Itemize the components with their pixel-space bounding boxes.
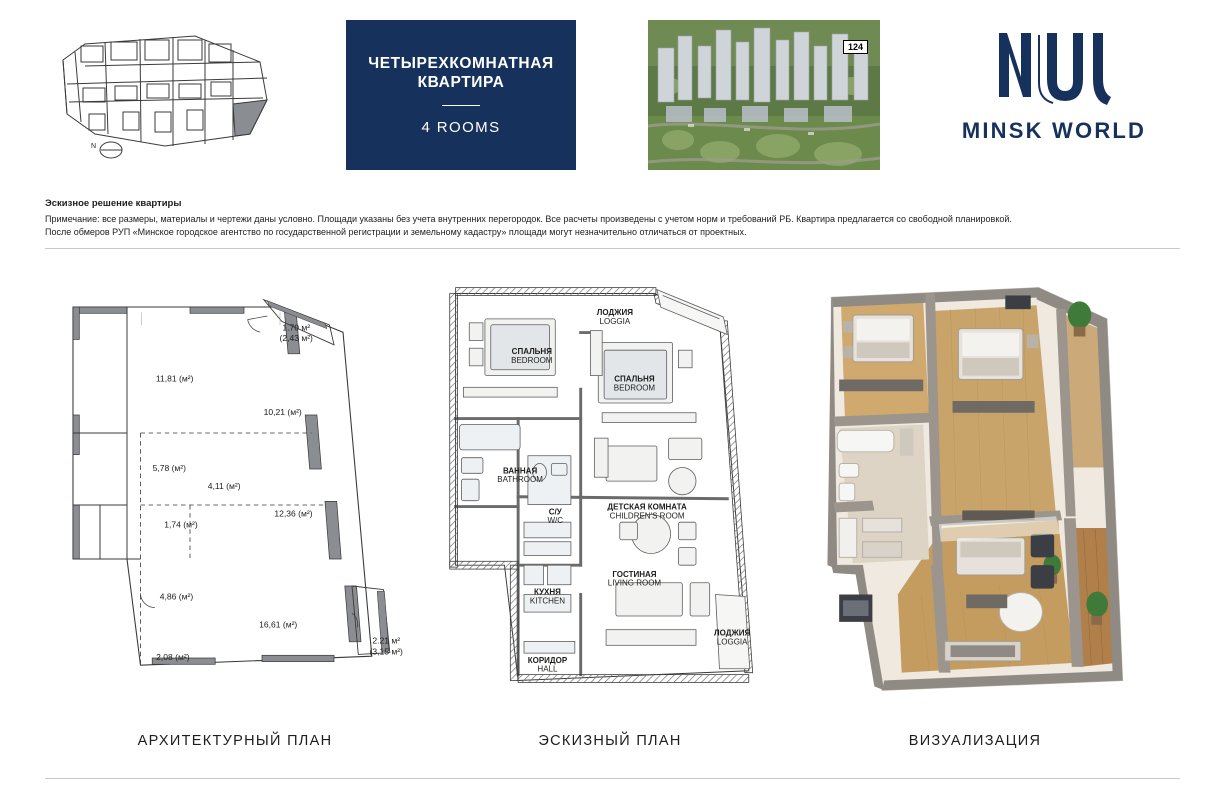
area-label-loggia-top-l2: (2,43 м²) bbox=[279, 333, 313, 344]
house-number-badge: 124 bbox=[843, 40, 868, 54]
room-label-bedroom-1-en: BEDROOM bbox=[511, 355, 553, 365]
area-label-loggia-bottom-l1: 2.21 м² bbox=[372, 635, 401, 646]
room-label-living-ru: ГОСТИНАЯ bbox=[612, 569, 657, 579]
area-label-corridor-4-11: 4,11 (м²) bbox=[207, 480, 241, 491]
brand-block bbox=[934, 26, 1174, 144]
notes-line-1: Примечание: все размеры, материалы и чертежи даны условно. Площади указаны без учета внутренних перегородок. Все расчеты произведены с учетом норм и требований РБ. Квартира предлагается со свободной планировкой. bbox=[45, 214, 1012, 224]
divider-top bbox=[45, 248, 1180, 249]
area-label-loggia-top-l1: 1.70 м² bbox=[282, 322, 311, 333]
notes-title: Эскизное решение квартиры bbox=[45, 198, 182, 209]
room-label-bathroom-ru: ВАННАЯ bbox=[502, 466, 538, 476]
room-label-bedroom-2-ru: СПАЛЬНЯ bbox=[614, 374, 655, 384]
area-label-room-1-74: 1,74 (м²) bbox=[164, 519, 198, 530]
floor-keyplan bbox=[45, 22, 285, 162]
area-label-room-16-61: 16,61 (м²) bbox=[259, 619, 298, 630]
title-divider bbox=[442, 105, 480, 106]
compass-icon bbox=[100, 142, 122, 158]
area-label-room-4-86: 4,86 (м²) bbox=[159, 591, 194, 602]
room-label-loggia-top-en: LOGGIA bbox=[599, 316, 631, 326]
area-label-room-11-81: 11,81 (м²) bbox=[155, 373, 194, 384]
room-label-bathroom-en: BATHROOM bbox=[497, 475, 543, 485]
room-label-hall-en: HALL bbox=[537, 664, 558, 674]
room-label-loggia-bottom-en: LOGGIA bbox=[716, 637, 748, 647]
caption-sketch: ЭСКИЗНЫЙ ПЛАН bbox=[538, 733, 682, 749]
room-label-kitchen-ru: КУХНЯ bbox=[533, 587, 561, 597]
title-ru: ЧЕТЫРЕХКОМНАТНАЯ КВАРТИРА bbox=[368, 55, 554, 91]
room-label-children-ru: ДЕТСКАЯ КОМНАТА bbox=[607, 502, 687, 512]
aerial-photo bbox=[648, 20, 880, 170]
notes-block bbox=[45, 198, 1180, 239]
sketch-plan-drawing bbox=[430, 272, 790, 702]
room-label-loggia-top-ru: ЛОДЖИЯ bbox=[596, 308, 633, 317]
room-label-loggia-bottom-ru: ЛОДЖИЯ bbox=[714, 628, 751, 638]
room-label-bedroom-2-en: BEDROOM bbox=[613, 383, 656, 393]
compass-north-label: N bbox=[91, 143, 97, 150]
header bbox=[0, 0, 1214, 182]
area-label-room-12-36: 12,36 (м²) bbox=[274, 508, 313, 519]
room-label-hall-ru: КОРИДОР bbox=[527, 655, 568, 665]
area-label-room-5-78: 5,78 (м²) bbox=[152, 462, 187, 473]
brand-name: MINSK WORLD bbox=[961, 118, 1147, 143]
minsk-world-logo-icon bbox=[995, 27, 1113, 111]
divider-bottom bbox=[45, 778, 1180, 779]
area-label-room-2-08: 2,08 (м²) bbox=[156, 651, 190, 662]
room-label-wc-en: W/C bbox=[547, 516, 564, 526]
architectural-plan-drawing bbox=[55, 272, 415, 702]
3d-apartment-render-icon bbox=[810, 272, 1140, 702]
room-label-bedroom-1-ru: СПАЛЬНЯ bbox=[511, 347, 552, 357]
room-label-wc-ru: С/У bbox=[548, 507, 562, 517]
architectural-plan bbox=[55, 272, 415, 702]
title-block bbox=[346, 20, 576, 170]
caption-visualization: ВИЗУАЛИЗАЦИЯ bbox=[908, 733, 1042, 749]
brand-logo bbox=[934, 26, 1174, 112]
sketch-plan bbox=[430, 272, 790, 702]
notes-line-2: После обмеров РУП «Минское городское агентство по государственной регистрации и земельному кадастру» площади могут незначительно отличаться от проектных. bbox=[45, 227, 747, 237]
room-label-children-en: CHILDREN'S ROOM bbox=[609, 511, 685, 521]
area-label-room-10-21: 10,21 (м²) bbox=[263, 407, 302, 417]
floor-keyplan-icon bbox=[45, 22, 285, 162]
caption-architectural: АРХИТЕКТУРНЫЙ ПЛАН bbox=[137, 733, 333, 749]
room-label-living-en: LIVING ROOM bbox=[607, 578, 662, 588]
title-en: 4 ROOMS bbox=[421, 119, 501, 136]
visualization-panel bbox=[810, 272, 1140, 702]
area-label-loggia-bottom-l2: (3,15 м²) bbox=[369, 646, 403, 657]
room-label-kitchen-en: KITCHEN bbox=[529, 596, 566, 606]
